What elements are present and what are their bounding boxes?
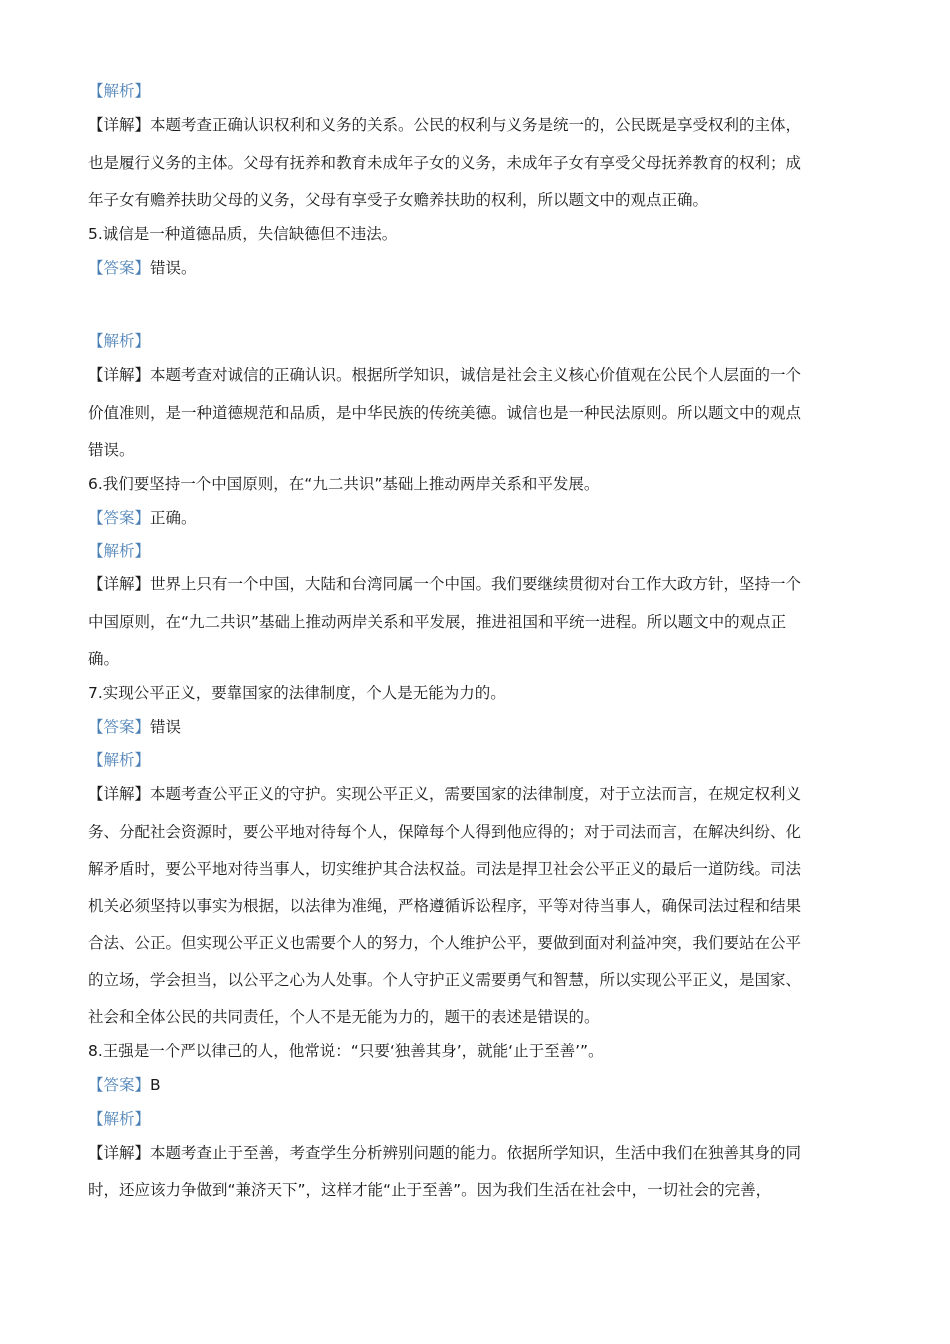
text-line — [88, 611, 786, 633]
line-text: 也是履行义务的主体。父母有抚养和教育未成年子女的义务，未成年子女有享受父母抚养教育的权利；成 — [88, 154, 802, 172]
detail-label: 【详解】 — [88, 1144, 151, 1162]
line-text: 世界上只有一个中国，大陆和台湾同属一个中国。我们要继续贯彻对台工作大政方针，坚持一个 — [150, 575, 802, 593]
line-text: 机关必须坚持以事实为根据，以法律为准绳，严格遵循诉讼程序，平等对待当事人，确保司法过程和结果 — [88, 897, 802, 915]
line-text: 错误 — [150, 718, 182, 736]
analysis-label-text: 【解析】 — [88, 751, 151, 769]
line-text: 本题考查止于至善，考查学生分析辨别问题的能力。依据所学知识，生活中我们在独善其身的同 — [150, 1144, 802, 1162]
detail-paragraph — [88, 573, 801, 595]
answer-label: 【答案】 — [88, 259, 151, 277]
detail-label: 【详解】 — [88, 116, 151, 134]
line-text: 价值准则，是一种道德规范和品质，是中华民族的传统美德。诚信也是一种民法原则。所以题文中的观点 — [88, 404, 802, 422]
analysis-label — [88, 1108, 150, 1130]
line-text: 的立场，学会担当，以公平之心为人处事。个人守护正义需要勇气和智慧，所以实现公平正义，是国家、 — [88, 971, 802, 989]
line-text: 7.实现公平正义，要靠国家的法律制度，个人是无能为力的。 — [88, 684, 506, 702]
detail-label: 【详解】 — [88, 575, 151, 593]
detail-label: 【详解】 — [88, 366, 151, 384]
answer-label: 【答案】 — [88, 509, 151, 527]
detail-paragraph — [88, 114, 801, 136]
analysis-label-text: 【解析】 — [88, 1110, 151, 1128]
line-text: B — [150, 1076, 161, 1094]
line-text: 错误。 — [150, 259, 197, 277]
text-line — [88, 821, 801, 843]
text-line — [88, 1179, 771, 1201]
detail-paragraph — [88, 1142, 801, 1164]
text-line — [88, 682, 506, 704]
detail-label: 【详解】 — [88, 785, 151, 803]
answer-label: 【答案】 — [88, 1076, 151, 1094]
line-text: 确。 — [88, 650, 120, 668]
text-line — [88, 1040, 604, 1062]
line-text: 5.诚信是一种道德品质，失信缺德但不违法。 — [88, 225, 398, 243]
line-text: 务、分配社会资源时，要公平地对待每个人，保障每个人得到他应得的；对于司法而言，在解决纠纷、化 — [88, 823, 802, 841]
analysis-label — [88, 80, 150, 102]
analysis-label-text: 【解析】 — [88, 542, 151, 560]
detail-paragraph — [88, 783, 801, 805]
text-line — [88, 969, 801, 991]
text-line — [88, 152, 801, 174]
line-text: 时，还应该力争做到“兼济天下”，这样才能“止于至善”。因为我们生活在社会中，一切社会的完善， — [88, 1181, 772, 1199]
line-text: 社会和全体公民的共同责任，个人不是无能为力的，题干的表述是错误的。 — [88, 1008, 600, 1026]
text-line — [88, 895, 801, 917]
analysis-label — [88, 749, 150, 771]
analysis-label — [88, 540, 150, 562]
answer-line — [88, 716, 181, 738]
line-text: 合法、公正。但实现公平正义也需要个人的努力，个人维护公平，要做到面对利益冲突，我们要站在公平 — [88, 934, 802, 952]
detail-paragraph — [88, 364, 801, 386]
text-line — [88, 223, 397, 245]
analysis-label-text: 【解析】 — [88, 332, 151, 350]
text-line — [88, 932, 801, 954]
text-line — [88, 402, 801, 424]
text-line — [88, 439, 135, 461]
line-text: 本题考查公平正义的守护。实现公平正义，需要国家的法律制度，对于立法而言，在规定权利义 — [150, 785, 802, 803]
line-text: 解矛盾时，要公平地对待当事人，切实维护其合法权益。司法是捍卫社会公平正义的最后一道防线。司法 — [88, 860, 802, 878]
text-line — [88, 858, 801, 880]
analysis-label — [88, 330, 150, 352]
text-line — [88, 1006, 600, 1028]
answer-label: 【答案】 — [88, 718, 151, 736]
line-text: 8.王强是一个严以律己的人，他常说：“只要‘独善其身’，就能‘止于至善’”。 — [88, 1042, 604, 1060]
line-text: 错误。 — [88, 441, 135, 459]
text-line — [88, 648, 119, 670]
line-text: 正确。 — [150, 509, 197, 527]
analysis-label-text: 【解析】 — [88, 82, 151, 100]
line-text: 年子女有赡养扶助父母的义务，父母有享受子女赡养扶助的权利，所以题文中的观点正确。 — [88, 191, 709, 209]
answer-line — [88, 257, 197, 279]
line-text: 本题考查对诚信的正确认识。根据所学知识，诚信是社会主义核心价值观在公民个人层面的一个 — [150, 366, 802, 384]
line-text: 中国原则，在“九二共识”基础上推动两岸关系和平发展，推进祖国和平统一进程。所以题文中的观点正 — [88, 613, 787, 631]
line-text: 6.我们要坚持一个中国原则，在“九二共识”基础上推动两岸关系和平发展。 — [88, 475, 600, 493]
line-text: 本题考查正确认识权利和义务的关系。公民的权利与义务是统一的，公民既是享受权利的主体， — [150, 116, 802, 134]
text-line — [88, 189, 708, 211]
text-line — [88, 473, 599, 495]
answer-line — [88, 1074, 161, 1096]
answer-line — [88, 507, 197, 529]
